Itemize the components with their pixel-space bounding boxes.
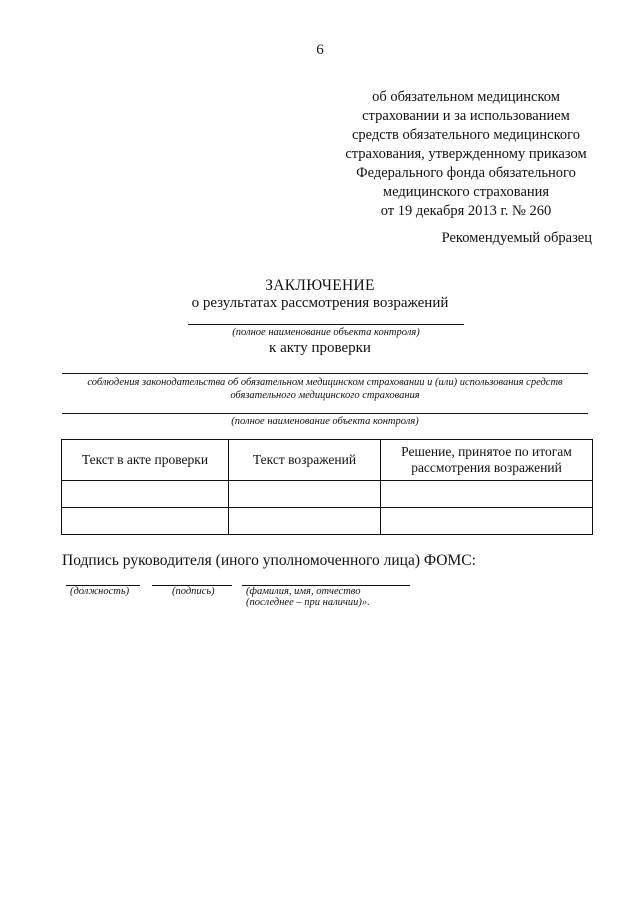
table-cell	[229, 508, 381, 535]
table-cell	[381, 508, 593, 535]
name-caption	[246, 586, 370, 608]
header-line: медицинского страхования	[382, 184, 550, 200]
document-title: ЗАКЛЮЧЕНИЕ	[265, 277, 375, 294]
header-line: об обязательном медицинском	[372, 89, 560, 105]
table-header-row	[62, 440, 593, 481]
table-cell	[62, 508, 229, 535]
legislation-caption-line: обязательного медицинского страхования	[230, 390, 420, 401]
table-cell	[62, 481, 229, 508]
legislation-line	[62, 373, 588, 374]
appendix-header	[330, 88, 602, 221]
page-number: 6	[316, 42, 324, 58]
header-line: Федерального фонда обязательного	[356, 165, 576, 181]
column-header: Текст в акте проверки	[62, 440, 229, 481]
object-name-line	[188, 324, 464, 325]
table-row	[62, 481, 593, 508]
object-name-caption: (полное наименование объекта контроля)	[232, 327, 420, 338]
position-caption: (должность)	[70, 586, 130, 597]
document-subtitle: о результатах рассмотрения возражений	[191, 295, 449, 311]
signature-caption: (подпись)	[172, 586, 215, 597]
sample-label: Рекомендуемый образец	[441, 230, 592, 246]
name-caption-line: (фамилия, имя, отчество	[246, 586, 361, 597]
name-caption-line: (последнее – при наличии)».	[246, 597, 370, 608]
column-header: Текст возражений	[229, 440, 381, 481]
header-line: страховании и за использованием	[362, 108, 570, 124]
header-line: средств обязательного медицинского	[351, 127, 581, 143]
table-row	[62, 508, 593, 535]
header-line: страхования, утвержденному приказом	[345, 146, 587, 162]
object-name-caption-2: (полное наименование объекта контроля)	[231, 416, 419, 427]
signature-title: Подпись руководителя (иного уполномоченного лица) ФОМС:	[62, 552, 476, 569]
object-name-line-2	[62, 413, 588, 414]
conclusion-table	[61, 439, 593, 535]
legislation-caption	[62, 376, 588, 402]
header-line: от 19 декабря 2013 г. № 260	[380, 203, 552, 219]
legislation-caption-line: соблюдения законодательства об обязательном медицинском страховании и (или) использования средств	[87, 377, 563, 388]
table-cell	[229, 481, 381, 508]
column-header: Решение, принятое по итогам рассмотрения возражений	[381, 440, 593, 481]
table-cell	[381, 481, 593, 508]
act-label: к акту проверки	[269, 340, 371, 356]
